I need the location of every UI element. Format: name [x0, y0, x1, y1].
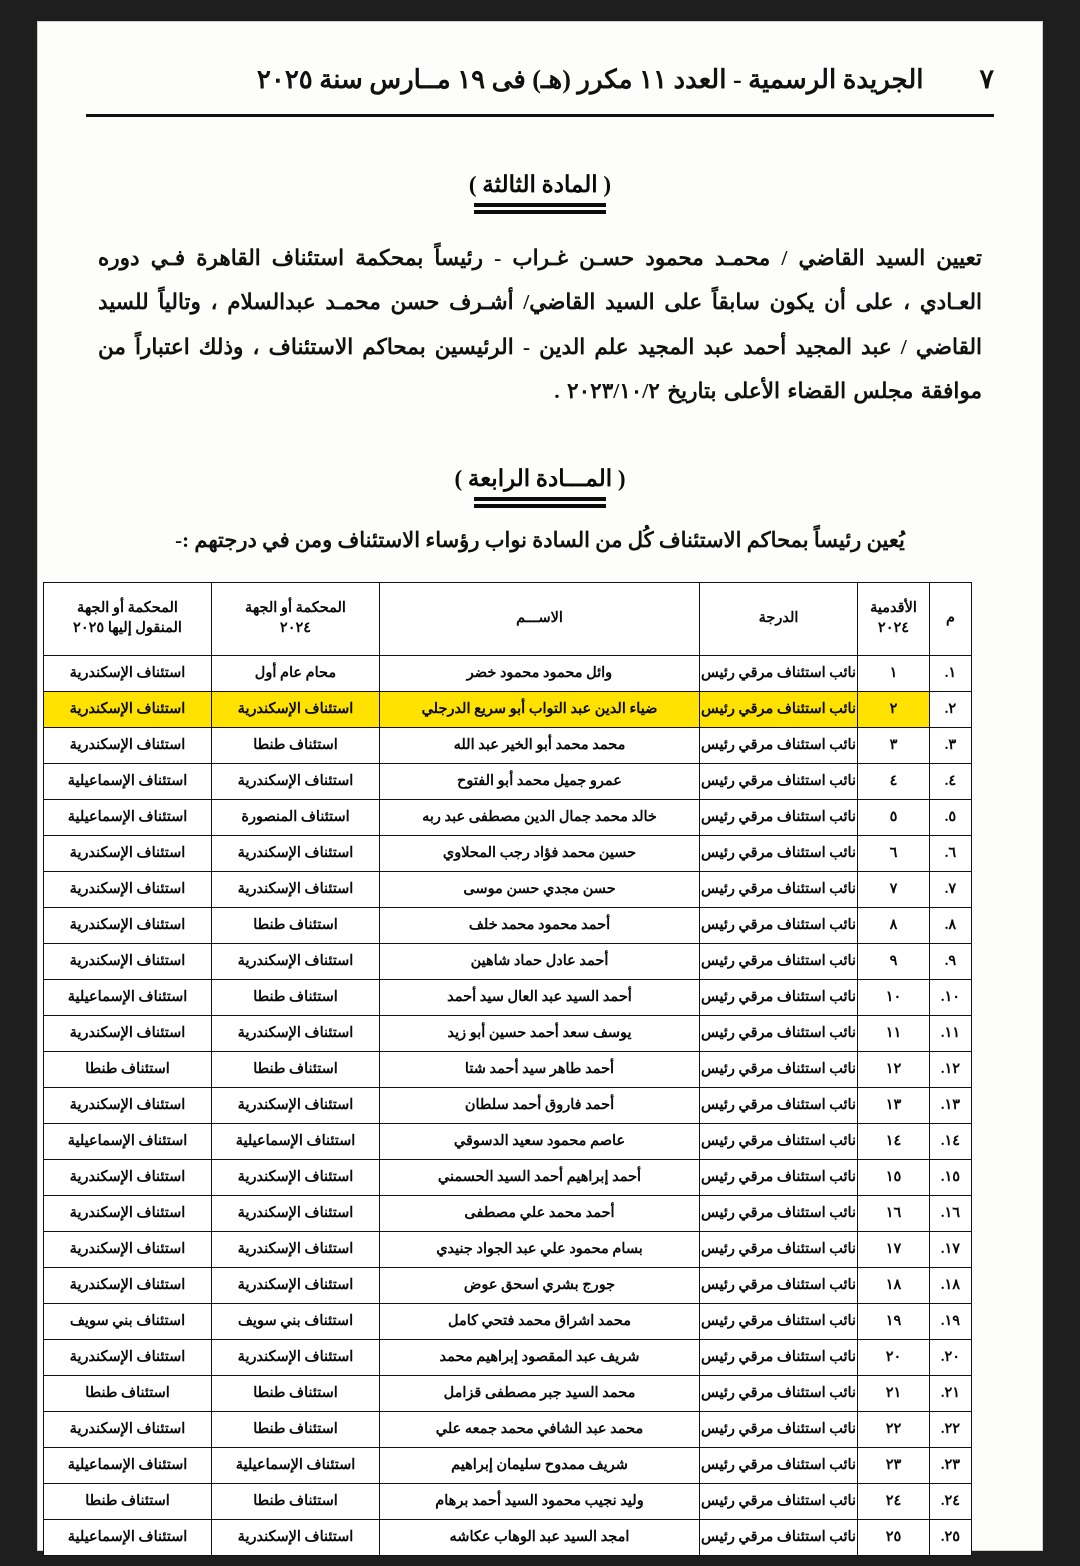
row-cell-name: وليد نجيب محمود السيد أحمد برهام — [380, 1484, 700, 1520]
row-cell-degree: نائب استئناف مرقي رئيس — [700, 800, 858, 836]
row-cell-index: ٩. — [930, 944, 972, 980]
row-cell-name: امجد السيد عبد الوهاب عكاشه — [380, 1520, 700, 1556]
article-three-body: تعيين السيد القاضي / محمـد محمود حسـن غـراب - رئيساً بمحكمة استئناف القاهرة فـي دوره العـادي ، على أن يكون سابقاً على السيد القاضي/ أشـرف حسن محمـد عبدالسلام ، وتالياً للسيد القاضي / عبد المجيد أحمد عبد المجيد علم الدين - الرئيسين بمحاكم الاستئناف ، وذلك اعتباراً من موافقة مجلس القضاء الأعلى بتاريخ ٢٠٢٣/١٠/٢ . — [98, 246, 982, 403]
row-cell-index: ٢٠. — [930, 1340, 972, 1376]
table-row — [44, 1520, 972, 1556]
court-to-header-line1: المحكمة أو الجهة — [77, 600, 178, 617]
row-cell-index: ٨. — [930, 908, 972, 944]
row-cell-court-from: استئناف طنطا — [212, 1052, 380, 1088]
row-cell-index: ٢٢. — [930, 1412, 972, 1448]
row-cell-seniority: ٢٢ — [858, 1412, 930, 1448]
row-cell-court-from: استئناف الإسكندرية — [212, 944, 380, 980]
row-cell-court-to: استئناف الإسكندرية — [44, 1340, 212, 1376]
table-row — [44, 1088, 972, 1124]
table-row — [44, 1304, 972, 1340]
row-cell-degree: نائب استئناف مرقي رئيس — [700, 1484, 858, 1520]
row-cell-index: ٧. — [930, 872, 972, 908]
row-cell-court-from: استئناف بني سويف — [212, 1304, 380, 1340]
row-cell-degree: نائب استئناف مرقي رئيس — [700, 1160, 858, 1196]
row-cell-name: أحمد إبراهيم أحمد السيد الحسمني — [380, 1160, 700, 1196]
row-cell-name: عمرو جميل محمد أبو الفتوح — [380, 764, 700, 800]
table-row — [44, 1340, 972, 1376]
row-cell-degree: نائب استئناف مرقي رئيس — [700, 836, 858, 872]
row-cell-name: شريف عبد المقصود إبراهيم محمد — [380, 1340, 700, 1376]
table-row — [44, 1412, 972, 1448]
row-cell-degree: نائب استئناف مرقي رئيس — [700, 1448, 858, 1484]
row-cell-name: أحمد محمد علي مصطفى — [380, 1196, 700, 1232]
row-cell-court-to: استئناف الإسماعيلية — [44, 764, 212, 800]
row-cell-court-to: استئناف طنطا — [44, 1052, 212, 1088]
row-cell-name: بسام محمود علي عبد الجواد جنيدي — [380, 1232, 700, 1268]
row-cell-name: يوسف سعد أحمد حسين أبو زيد — [380, 1016, 700, 1052]
row-cell-index: ١٦. — [930, 1196, 972, 1232]
header-divider-rule — [86, 114, 994, 117]
row-cell-degree: نائب استئناف مرقي رئيس — [700, 908, 858, 944]
row-cell-court-to: استئناف الإسماعيلية — [44, 800, 212, 836]
row-cell-court-to: استئناف الإسكندرية — [44, 692, 212, 728]
row-cell-degree: نائب استئناف مرقي رئيس — [700, 1232, 858, 1268]
row-cell-seniority: ١١ — [858, 1016, 930, 1052]
judges-roster-table — [43, 582, 972, 1556]
row-cell-name: شريف ممدوح سليمان إبراهيم — [380, 1448, 700, 1484]
row-cell-court-from: استئناف الإسكندرية — [212, 1016, 380, 1052]
document-header — [86, 64, 994, 95]
row-cell-court-to: استئناف الإسكندرية — [44, 944, 212, 980]
row-cell-seniority: ١٨ — [858, 1268, 930, 1304]
table-row — [44, 692, 972, 728]
row-cell-court-to: استئناف الإسكندرية — [44, 1196, 212, 1232]
table-row — [44, 728, 972, 764]
table-row — [44, 836, 972, 872]
row-cell-seniority: ٢٥ — [858, 1520, 930, 1556]
row-cell-index: ٢٣. — [930, 1448, 972, 1484]
row-cell-name: أحمد السيد عبد العال سيد أحمد — [380, 980, 700, 1016]
row-cell-court-from: استئناف الإسكندرية — [212, 1340, 380, 1376]
row-cell-court-to: استئناف الإسكندرية — [44, 1016, 212, 1052]
row-cell-name: محمد محمد أبو الخير عبد الله — [380, 728, 700, 764]
court-to-header-line2: المنقول إليها ٢٠٢٥ — [73, 620, 182, 636]
seniority-header-line2: ٢٠٢٤ — [877, 620, 910, 636]
row-cell-court-to: استئناف طنطا — [44, 1484, 212, 1520]
column-header-degree: الدرجة — [700, 583, 858, 656]
row-cell-index: ٢١. — [930, 1376, 972, 1412]
table-row — [44, 1232, 972, 1268]
row-cell-degree: نائب استئناف مرقي رئيس — [700, 656, 858, 692]
table-row — [44, 656, 972, 692]
table-row — [44, 1484, 972, 1520]
row-cell-degree: نائب استئناف مرقي رئيس — [700, 872, 858, 908]
row-cell-index: ١٨. — [930, 1268, 972, 1304]
row-cell-seniority: ١ — [858, 656, 930, 692]
row-cell-seniority: ٢٣ — [858, 1448, 930, 1484]
row-cell-name: أحمد عادل حماد شاهين — [380, 944, 700, 980]
row-cell-degree: نائب استئناف مرقي رئيس — [700, 1340, 858, 1376]
row-cell-court-to: استئناف الإسماعيلية — [44, 980, 212, 1016]
table-row — [44, 1016, 972, 1052]
table-row — [44, 1448, 972, 1484]
row-cell-seniority: ١٩ — [858, 1304, 930, 1340]
row-cell-court-to: استئناف الإسكندرية — [44, 908, 212, 944]
row-cell-degree: نائب استئناف مرقي رئيس — [700, 1124, 858, 1160]
row-cell-degree: نائب استئناف مرقي رئيس — [700, 1196, 858, 1232]
judges-roster-table-wrapper — [67, 582, 972, 1556]
row-cell-name: ضياء الدين عبد التواب أبو سريع الدرجلي — [380, 692, 700, 728]
row-cell-seniority: ١٣ — [858, 1088, 930, 1124]
table-row — [44, 908, 972, 944]
row-cell-court-from: استئناف الإسكندرية — [212, 836, 380, 872]
seniority-header-line1: الأقدمية — [870, 600, 917, 617]
row-cell-index: ١. — [930, 656, 972, 692]
gazette-header-title: الجريدة الرسمية - العدد ١١ مكرر (هـ) فى ١٩ مــارس سنة ٢٠٢٥ — [256, 65, 924, 94]
row-cell-index: ٢. — [930, 692, 972, 728]
row-cell-seniority: ١٤ — [858, 1124, 930, 1160]
row-cell-court-to: استئناف الإسكندرية — [44, 728, 212, 764]
table-row — [44, 1196, 972, 1232]
row-cell-seniority: ٩ — [858, 944, 930, 980]
row-cell-court-from: استئناف الإسكندرية — [212, 1088, 380, 1124]
row-cell-degree: نائب استئناف مرقي رئيس — [700, 764, 858, 800]
row-cell-degree: نائب استئناف مرقي رئيس — [700, 1016, 858, 1052]
table-header-row — [44, 583, 972, 656]
row-cell-seniority: ٧ — [858, 872, 930, 908]
row-cell-court-from: استئناف طنطا — [212, 1484, 380, 1520]
row-cell-court-from: استئناف الإسكندرية — [212, 1268, 380, 1304]
table-row — [44, 944, 972, 980]
row-cell-court-to: استئناف الإسكندرية — [44, 1268, 212, 1304]
row-cell-index: ٥. — [930, 800, 972, 836]
column-header-seniority — [858, 583, 930, 656]
row-cell-degree: نائب استئناف مرقي رئيس — [700, 1052, 858, 1088]
row-cell-seniority: ٨ — [858, 908, 930, 944]
column-header-court-from — [212, 583, 380, 656]
row-cell-court-to: استئناف الإسكندرية — [44, 1412, 212, 1448]
row-cell-degree: نائب استئناف مرقي رئيس — [700, 728, 858, 764]
row-cell-seniority: ٢٤ — [858, 1484, 930, 1520]
row-cell-name: وائل محمود محمود خضر — [380, 656, 700, 692]
row-cell-seniority: ٤ — [858, 764, 930, 800]
row-cell-seniority: ٦ — [858, 836, 930, 872]
row-cell-name: محمد اشراق محمد فتحي كامل — [380, 1304, 700, 1340]
table-row — [44, 872, 972, 908]
row-cell-degree: نائب استئناف مرقي رئيس — [700, 980, 858, 1016]
court-from-header-line2: ٢٠٢٤ — [279, 620, 312, 636]
table-row — [44, 1160, 972, 1196]
column-header-index: م — [930, 583, 972, 656]
table-row — [44, 764, 972, 800]
row-cell-name: أحمد فاروق أحمد سلطان — [380, 1088, 700, 1124]
row-cell-court-to: استئناف الإسماعيلية — [44, 1520, 212, 1556]
row-cell-degree: نائب استئناف مرقي رئيس — [700, 1520, 858, 1556]
article-four-lead-text: يُعين رئيساً بمحاكم الاستئناف كُل من السادة نواب رؤساء الاستئناف ومن في درجتهم :- — [175, 528, 905, 552]
table-row — [44, 980, 972, 1016]
court-from-header-line1: المحكمة أو الجهة — [245, 600, 346, 617]
row-cell-index: ١٢. — [930, 1052, 972, 1088]
row-cell-index: ١٣. — [930, 1088, 972, 1124]
row-cell-degree: نائب استئناف مرقي رئيس — [700, 1304, 858, 1340]
article-four-underline — [474, 497, 606, 508]
row-cell-court-from: استئناف الإسماعيلية — [212, 1124, 380, 1160]
row-cell-degree: نائب استئناف مرقي رئيس — [700, 692, 858, 728]
article-four-title: ( المـــادة الرابعة ) — [454, 466, 626, 491]
row-cell-court-from: استئناف طنطا — [212, 908, 380, 944]
row-cell-seniority: ١٧ — [858, 1232, 930, 1268]
column-header-court-to — [44, 583, 212, 656]
article-four-section — [98, 466, 982, 574]
row-cell-seniority: ١٠ — [858, 980, 930, 1016]
row-cell-court-from: استئناف الإسكندرية — [212, 1520, 380, 1556]
row-cell-court-from: استئناف طنطا — [212, 1376, 380, 1412]
row-cell-degree: نائب استئناف مرقي رئيس — [700, 1376, 858, 1412]
row-cell-seniority: ٥ — [858, 800, 930, 836]
row-cell-court-to: استئناف الإسكندرية — [44, 1232, 212, 1268]
row-cell-degree: نائب استئناف مرقي رئيس — [700, 1268, 858, 1304]
row-cell-index: ١٤. — [930, 1124, 972, 1160]
row-cell-degree: نائب استئناف مرقي رئيس — [700, 944, 858, 980]
row-cell-court-from: استئناف الإسكندرية — [212, 872, 380, 908]
row-cell-name: أحمد محمود محمد خلف — [380, 908, 700, 944]
row-cell-index: ١٥. — [930, 1160, 972, 1196]
row-cell-name: أحمد طاهر سيد أحمد شتا — [380, 1052, 700, 1088]
row-cell-seniority: ١٢ — [858, 1052, 930, 1088]
row-cell-court-to: استئناف الإسكندرية — [44, 1088, 212, 1124]
row-cell-court-from: محام عام أول — [212, 656, 380, 692]
row-cell-court-from: استئناف الإسكندرية — [212, 1196, 380, 1232]
row-cell-index: ١١. — [930, 1016, 972, 1052]
row-cell-name: جورج بشري اسحق عوض — [380, 1268, 700, 1304]
row-cell-index: ١٠. — [930, 980, 972, 1016]
row-cell-name: حسين محمد فؤاد رجب المحلاوي — [380, 836, 700, 872]
row-cell-seniority: ١٥ — [858, 1160, 930, 1196]
row-cell-seniority: ٣ — [858, 728, 930, 764]
article-three-title: ( المادة الثالثة ) — [468, 172, 612, 197]
row-cell-court-to: استئناف الإسماعيلية — [44, 1448, 212, 1484]
row-cell-index: ٣. — [930, 728, 972, 764]
row-cell-court-from: استئناف الإسكندرية — [212, 764, 380, 800]
article-four-heading — [98, 466, 982, 508]
table-row — [44, 1052, 972, 1088]
row-cell-court-from: استئناف الإسكندرية — [212, 1232, 380, 1268]
article-three-section — [98, 172, 982, 435]
article-three-underline — [474, 203, 606, 214]
row-cell-degree: نائب استئناف مرقي رئيس — [700, 1412, 858, 1448]
row-cell-court-to: استئناف الإسكندرية — [44, 836, 212, 872]
table-header — [44, 583, 972, 656]
row-cell-court-to: استئناف الإسكندرية — [44, 656, 212, 692]
row-cell-court-from: استئناف طنطا — [212, 728, 380, 764]
row-cell-court-from: استئناف الإسكندرية — [212, 1160, 380, 1196]
table-row — [44, 1124, 972, 1160]
row-cell-court-to: استئناف الإسكندرية — [44, 872, 212, 908]
row-cell-seniority: ٢١ — [858, 1376, 930, 1412]
row-cell-court-to: استئناف بني سويف — [44, 1304, 212, 1340]
column-header-name: الاســـم — [380, 583, 700, 656]
article-three-heading — [98, 172, 982, 214]
row-cell-index: ١٩. — [930, 1304, 972, 1340]
table-row — [44, 800, 972, 836]
row-cell-court-from: استئناف المنصورة — [212, 800, 380, 836]
row-cell-court-from: استئناف الإسكندرية — [212, 692, 380, 728]
document-page — [38, 22, 1042, 1550]
row-cell-court-to: استئناف طنطا — [44, 1376, 212, 1412]
row-cell-name: محمد عبد الشافي محمد جمعه علي — [380, 1412, 700, 1448]
row-cell-index: ٢٥. — [930, 1520, 972, 1556]
row-cell-seniority: ٢٠ — [858, 1340, 930, 1376]
row-cell-name: محمد السيد جبر مصطفى قزامل — [380, 1376, 700, 1412]
table-row — [44, 1376, 972, 1412]
row-cell-degree: نائب استئناف مرقي رئيس — [700, 1088, 858, 1124]
row-cell-court-from: استئناف طنطا — [212, 980, 380, 1016]
row-cell-index: ٦. — [930, 836, 972, 872]
row-cell-name: عاصم محمود سعيد الدسوقي — [380, 1124, 700, 1160]
table-body — [44, 656, 972, 1556]
row-cell-court-from: استئناف طنطا — [212, 1412, 380, 1448]
row-cell-seniority: ٢ — [858, 692, 930, 728]
row-cell-index: ١٧. — [930, 1232, 972, 1268]
table-row — [44, 1268, 972, 1304]
row-cell-court-to: استئناف الإسماعيلية — [44, 1124, 212, 1160]
page-number: ٧ — [979, 64, 994, 94]
row-cell-index: ٤. — [930, 764, 972, 800]
row-cell-seniority: ١٦ — [858, 1196, 930, 1232]
row-cell-name: خالد محمد جمال الدين مصطفى عبد ربه — [380, 800, 700, 836]
row-cell-name: حسن مجدي حسن موسى — [380, 872, 700, 908]
row-cell-index: ٢٤. — [930, 1484, 972, 1520]
row-cell-court-from: استئناف الإسماعيلية — [212, 1448, 380, 1484]
row-cell-court-to: استئناف الإسكندرية — [44, 1160, 212, 1196]
